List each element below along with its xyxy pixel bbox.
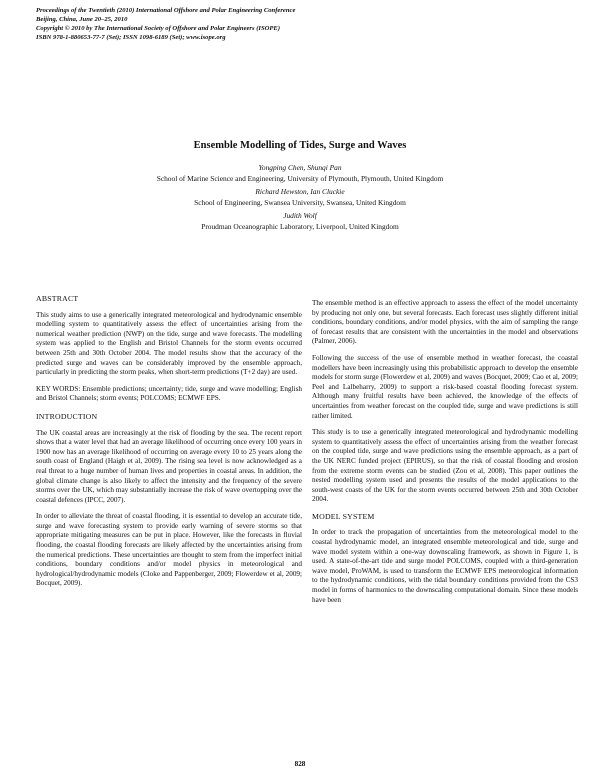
- keywords: KEY WORDS: Ensemble predictions; uncertainty; tide, surge and wave modelling; English and Bristol Channels; storm events; POLCOMS; ECMWF EPS.: [36, 384, 302, 403]
- header-location: Beijing, China, June 20–25, 2010: [36, 16, 128, 23]
- introduction-heading: INTRODUCTION: [36, 411, 98, 421]
- header-proceedings: Proceedings of the Twentieth (2010) International Offshore and Polar Engineering Conference: [36, 7, 296, 14]
- author-names: Judith Wolf: [283, 211, 317, 220]
- right-column: [312, 299, 578, 612]
- author-names: Richard Hewston, Ian Cluckie: [255, 187, 345, 196]
- left-column: [36, 294, 302, 596]
- author-names: Yongping Chen, Shunqi Pan: [258, 163, 342, 172]
- abstract-heading: ABSTRACT: [36, 294, 79, 303]
- page-number: 828: [294, 760, 306, 768]
- body-paragraph: Following the success of the use of ensemble method in weather forecast, the coastal modellers have been increasingly using this probabilistic approach to develop the ensemble models for storm surge (Flowerdew et al, 2009) and waves (Bocquet, 2009; Cao et al, 2009; Peel and Lalbeharry, 2009) to support a risk-based coastal flooding forecast system. Although many fruitful results have been achieved, the knowledge of the effects of uncertainties from weather forecast on the coupled tide, surge and wave predictions is still rather limited.: [312, 353, 578, 420]
- author-affiliation: School of Engineering, Swansea University, Swansea, United Kingdom: [194, 198, 406, 207]
- conference-header: [36, 6, 576, 42]
- paper-title: Ensemble Modelling of Tides, Surge and Waves: [193, 140, 407, 151]
- abstract-text: This study aims to use a generically integrated meteorological and hydrodynamic ensemble modelling system to quantitatively assess the effect of uncertainties arising from the numerical weather prediction (NWP) on the tide, surge and wave forecasts. The modelling system was applied to the English and Bristol Channels for the storm events occurred between 25th and 30th October 2004. The model results show that the accuracy of the predicted surge and waves can be considerably improved by the ensemble approach, particularly in predicting the storm peaks, when short-term predictions (T+2 day) are used.: [36, 310, 302, 377]
- author-affiliation: School of Marine Science and Engineering, University of Plymouth, Plymouth, United Kingdom: [156, 174, 444, 183]
- body-paragraph: This study is to use a generically integrated meteorological and hydrodynamic modelling system to quantitatively assess the effect of uncertainties arising from the weather forecast on the coupled tide, surge and wave predictions using the ensemble approach, as a part of the UK NERC funded project (EPIRUS), so that the risk of coastal flooding and erosion from the extreme storm events can be studied (Zou et al, 2008). This paper outlines the nested modelling system used and presents the results of the model applications to the south-west coasts of the UK for the storm events occurred between 25th and 30th October 2004.: [312, 428, 578, 504]
- introduction-paragraph: The UK coastal areas are increasingly at the risk of flooding by the sea. The recent report shows that a water level that had an average likelihood of occurring once every 100 years in 1900 now has an average likelihood of occurring on average every 10 to 25 years along the south coast of England (Haigh et al, 2009). The rising sea level is now acknowledged as a real threat to a huge number of human lives and properties in coastal areas. In addition, the global climate change is also likely to affect the intensity and the frequency of the severe storms over the UK, which may substantially increase the risk of wave overtopping over the coastal defences (IPCC, 2007).: [36, 428, 302, 504]
- model-system-heading: MODEL SYSTEM: [312, 511, 375, 521]
- header-isbn: ISBN 978-1-880653-77-7 (Set); ISSN 1098-6189 (Set); www.isope.org: [36, 34, 226, 41]
- author-affiliation: Proudman Oceanographic Laboratory, Liverpool, United Kingdom: [201, 222, 399, 231]
- body-paragraph: The ensemble method is an effective approach to assess the effect of the model uncertainty by producing not only one, but several forecasts. Each forecast uses slightly different initial conditions, boundary conditions, and/or model physics, with the aim of sampling the range of forecast results that are consistent with the uncertainties in the model and observations (Palmer, 2006).: [312, 299, 578, 346]
- body-paragraph: In order to track the propagation of uncertainties from the meteorological model to the coastal hydrodynamic model, an integrated ensemble meteorological and tide, surge and wave model system within a one-way downscaling framework, as shown in Figure 1, is used. A state-of-the-art tide and surge model POLCOMS, coupled with a third-generation wave model, ProWAM, is used to transform the ECMWF EPS meteorological information to the hydrodynamic conditions, with the tidal boundary conditions provided from the CS3 model in forms of harmonics to the downscaling computational domain. Since these models have been: [312, 528, 578, 604]
- introduction-paragraph: In order to alleviate the threat of coastal flooding, it is essential to develop an accurate tide, surge and wave forecasting system to provide early warning of severe storms so that appropriate mitigating measures can be put in place. However, like the forecasts in fluvial flooding, the coastal flooding forecasts are likely affected by the uncertainties arising from the numerical predictions. These uncertainties are thought to stem from the imperfect initial conditions, boundary conditions and/or model physics in meteorological and hydrological/hydrodynamic models (Cloke and Pappenberger, 2009; Flowerdew et al, 2009; Bocquet, 2009).: [36, 512, 302, 588]
- author-block: [0, 162, 600, 232]
- header-copyright: Copyright © 2010 by The International Society of Offshore and Polar Engineers (ISOPE): [36, 25, 281, 32]
